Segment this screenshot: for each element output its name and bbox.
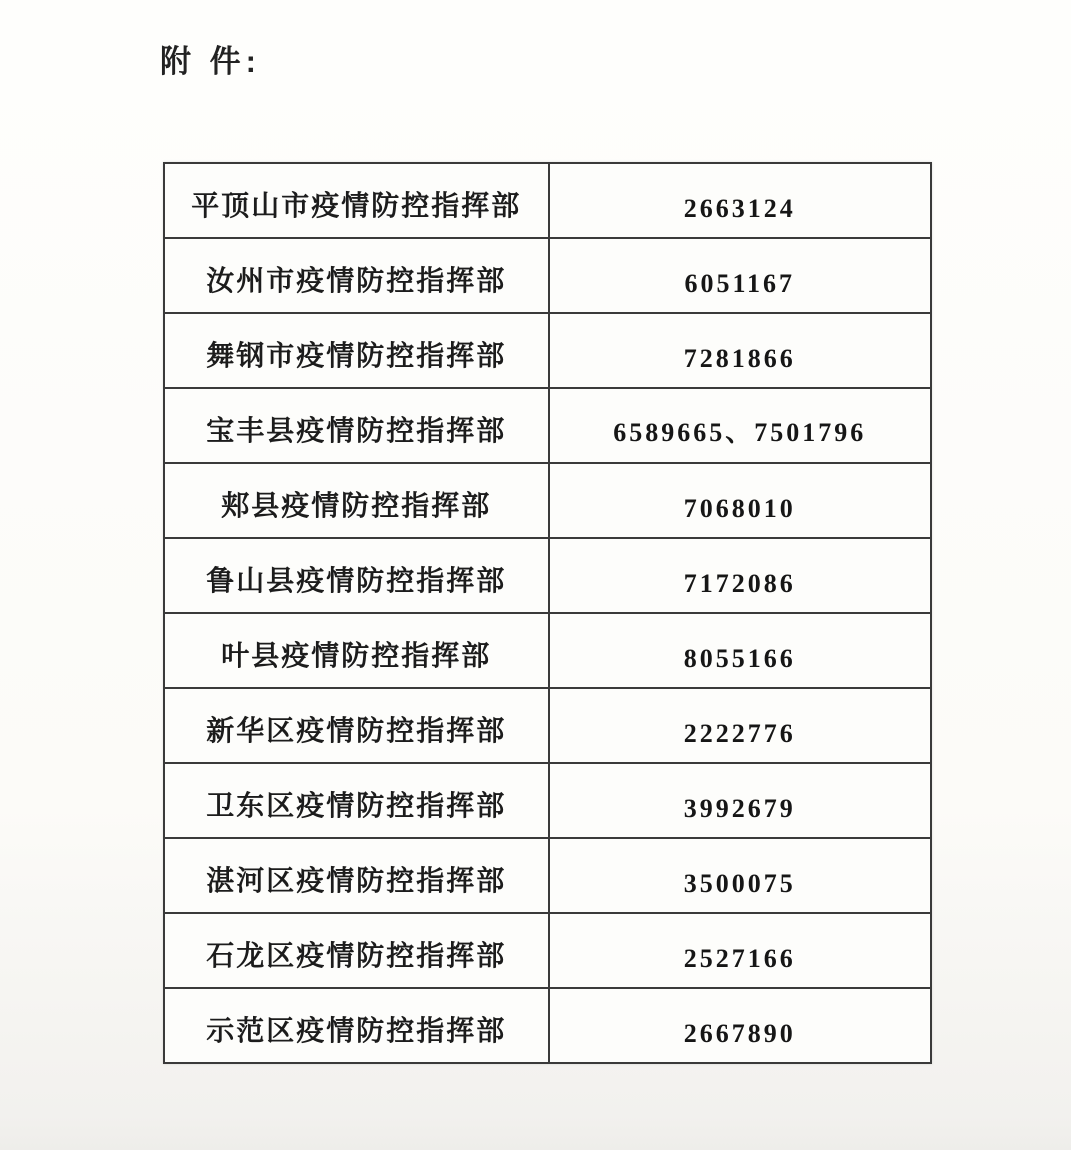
phone-number-cell: 6051167 xyxy=(548,239,931,312)
phone-number-cell: 2222776 xyxy=(548,689,931,762)
table-row xyxy=(165,237,930,312)
table-row xyxy=(165,837,930,912)
phone-number-cell: 2527166 xyxy=(548,914,931,987)
phone-number-cell: 8055166 xyxy=(548,614,931,687)
table-row xyxy=(165,987,930,1062)
phone-number-cell: 3500075 xyxy=(548,839,931,912)
table-row xyxy=(165,612,930,687)
table-row xyxy=(165,387,930,462)
table-row xyxy=(165,462,930,537)
org-name-cell: 郏县疫情防控指挥部 xyxy=(221,491,492,522)
phone-number-cell: 2667890 xyxy=(548,989,931,1062)
org-name-cell: 叶县疫情防控指挥部 xyxy=(221,641,492,672)
org-name-cell: 汝州市疫情防控指挥部 xyxy=(206,266,507,297)
org-name-cell: 宝丰县疫情防控指挥部 xyxy=(206,416,507,447)
org-name-cell: 卫东区疫情防控指挥部 xyxy=(206,791,507,822)
phone-number-cell: 7172086 xyxy=(548,539,931,612)
org-name-cell: 新华区疫情防控指挥部 xyxy=(206,716,507,747)
phone-number-cell: 6589665、7501796 xyxy=(548,389,931,462)
table-row xyxy=(165,537,930,612)
table-row xyxy=(165,687,930,762)
org-name-cell: 鲁山县疫情防控指挥部 xyxy=(206,566,507,597)
phone-number-cell: 7281866 xyxy=(548,314,931,387)
org-name-cell: 舞钢市疫情防控指挥部 xyxy=(206,341,507,372)
table-row xyxy=(165,312,930,387)
table-row xyxy=(165,164,930,237)
org-name-cell: 石龙区疫情防控指挥部 xyxy=(206,941,507,972)
org-name-cell: 示范区疫情防控指挥部 xyxy=(206,1016,507,1047)
phone-number-cell: 3992679 xyxy=(548,764,931,837)
table-row xyxy=(165,762,930,837)
org-name-cell: 平顶山市疫情防控指挥部 xyxy=(191,191,522,222)
org-name-cell: 湛河区疫情防控指挥部 xyxy=(206,866,507,897)
phone-number-cell: 7068010 xyxy=(548,464,931,537)
table-row xyxy=(165,912,930,987)
phone-table xyxy=(163,162,932,1064)
attachment-label: 附 件: xyxy=(160,44,261,79)
phone-number-cell: 2663124 xyxy=(548,164,931,237)
